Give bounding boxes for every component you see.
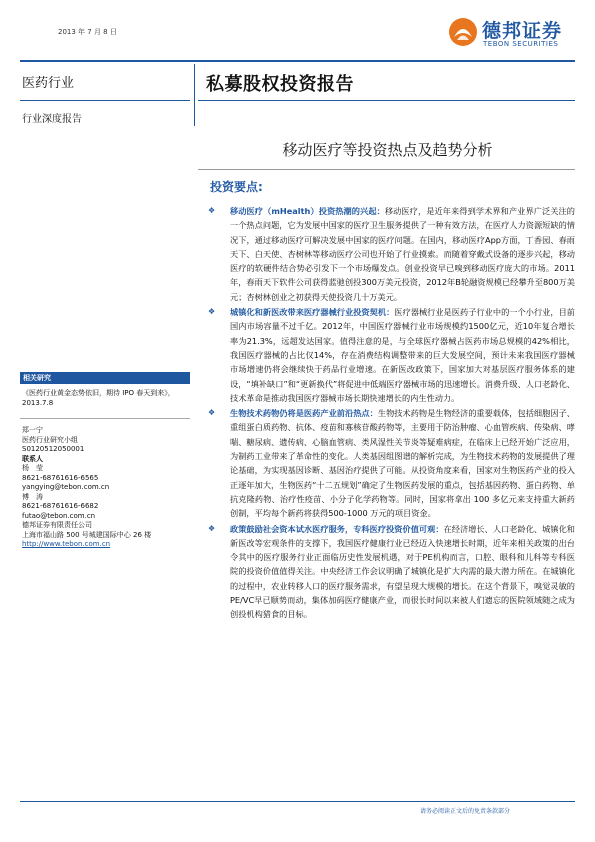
key-point-text: 移动医疗，是近年来得到学术界和产业界广泛关注的一个热点问题，它为发展中国家的医疗卫生服务提供了一种有效方法，在医疗人力资源短缺的情况下，通过移动医疗可解决发展中国家的医疗问题。在国内，移动医疗App方面，丁香园、春雨天下、白天使、杏树林等移动医疗公司也开始了行业摸索。而随着穿戴式设备的逐步兴起，移动医疗的软硬件结合势必引发下一个市场爆发点。创业投资早已嗅到移动医疗庞大的市场。2011年，春雨天下软件公司获得蓝驰创投300万美元投资，2012年B轮融资规模已经攀升至800万美元；杏树林创业之初获得天使投资几十万美元。	[230, 206, 575, 302]
key-point-item	[202, 305, 575, 405]
key-point-text: 生物技术药物是生物经济的重要载体，包括细胞因子、重组蛋白质药物、抗体、疫苗和寡核苷酸药物等，主要用于防治肿瘤、心血管疾病、传染病、哮喘、糖尿病、遗传病、心脑血管病、类风湿性关节炎等疑难病症，在临床上已经开始广泛应用，为制药工业带来了革命性的变化。人类基因组图谱的解析完成，为生物技术药物的发展提供了理论基础，为实现基因诊断、基因治疗提供了可能。从投资角度来看，国家对生物医药产业的投入正逐年加大，生物医药“十二五规划”确定了生物医药发展的重点，包括基因药物、蛋白药物、单抗克隆药物、治疗性疫苗、小分子化学药物等。同时，国家将拿出 100 多亿元来支持重大新药创制，平均每个新药将获得500-1000 万元的项目资金。	[230, 408, 575, 519]
key-points-list	[202, 204, 575, 623]
related-research-header	[20, 372, 190, 384]
right-header-rule	[198, 100, 575, 101]
tebon-logo	[448, 14, 573, 52]
footer-rule	[20, 801, 575, 802]
industry-label: 医药行业	[22, 76, 75, 91]
related-research-title: 相关研究	[23, 374, 51, 382]
report-subtype: 行业深度报告	[22, 114, 82, 125]
header-rule	[20, 60, 575, 62]
header-vertical-divider	[194, 64, 195, 126]
contacts-label: 联系人	[22, 454, 43, 463]
analyst-team: 医药行业研究小组	[22, 435, 78, 444]
sidebar-divider	[20, 418, 190, 419]
analyst-cert-number: S0120512050001	[22, 445, 85, 453]
related-research-item[interactable]: 《医药行业黄金态势依旧，期待 IPO 春天到来》，2013.7.8	[22, 389, 175, 407]
diamond-bullet-icon: ❖	[208, 206, 216, 215]
company-website-link[interactable]: http://www.tebon.com.cn	[22, 540, 111, 548]
key-point-highlight: 城镇化和新医改带来医疗器械行业投资契机：	[230, 307, 395, 318]
contact-email[interactable]: yangying@tebon.com.cn	[22, 483, 110, 491]
key-point-highlight: 移动医疗（mHealth）投资热潮的兴起：	[230, 206, 385, 216]
key-points-heading: 投资要点:	[210, 180, 263, 194]
contact-email[interactable]: futao@tebon.com.cn	[22, 511, 96, 520]
key-point-item	[202, 406, 575, 520]
main-title: 移动医疗等投资热点及趋势分析	[282, 141, 493, 159]
title-rule	[198, 169, 575, 170]
diamond-bullet-icon: ❖	[208, 523, 216, 533]
contact-phone: 8621-68761616-6682	[22, 502, 99, 510]
left-header-rule	[20, 100, 190, 101]
analyst-info	[22, 426, 190, 550]
company-address: 上海市福山路 500 号城建国际中心 26 楼	[22, 530, 152, 539]
diamond-bullet-icon: ❖	[208, 408, 216, 418]
key-point-text: 在经济增长、人口老龄化、城镇化和新医改等宏观条件的支撑下，我国医疗健康行业已经迈入快速增长时期，近年来相关政策的出台令其中的医疗服务行业正面临历史性发展机遇，对于PE机构而言，口腔、眼科和儿科等专科医院的投资价值值得关注。中央经济工作会议明确了城镇化是扩大内需的最大潜力所在。在城镇化的过程中，农业转移人口的医疗服务需求，有望呈现大规模的增长。在这个背景下，嗅觉灵敏的PE/VC早已顺势而动，集体加码医疗健康产业，而很长时间以来被人们遗忘的医院领域随之成为创投机构猎食的目标。	[230, 523, 575, 620]
contact-phone: 8621-68761616-6565	[22, 473, 99, 482]
contact-name: 傅 涛	[22, 492, 43, 501]
logo-chinese-name: 德邦证券	[482, 20, 563, 42]
analyst-name: 郑一宁	[22, 426, 43, 434]
report-category-title: 私募股权投资报告	[206, 74, 354, 95]
key-point-item	[202, 204, 575, 304]
diamond-bullet-icon: ❖	[208, 307, 216, 317]
footer-disclaimer: 请务必阅读正文后的免责条款部分	[420, 808, 511, 815]
key-point-highlight: 政策鼓励社会资本试水医疗服务，专科医疗投资价值可观：	[230, 523, 444, 534]
key-point-item	[202, 522, 575, 622]
key-point-highlight: 生物技术药物仍将是医药产业前沿热点：	[230, 408, 378, 419]
tebon-logo-icon	[448, 17, 478, 47]
logo-english-name: TEBON SECURITIES	[483, 40, 559, 48]
report-date: 2013 年 7 月 8 日	[58, 28, 117, 36]
key-point-text: 医疗器械行业是医药子行业中的一个小行业，目前国内市场容量不过千亿。2012年，中国医疗器械行业市场规模约1500亿元，近10年复合增长率为21.3%，远超发达国家。值得注意的是，与全球医疗器械占医药市场总规模的42%相比，我国医疗器械的占比仅14%，存在消费结构调整带来的巨大发展空间，预计未来我国医疗器械市场增速仍将会继续快于药品行业增速。在新医改政策下，国家加大对基层医疗服务体系的建设，“填补缺口”和“更新换代”将促进中低端医疗器械市场的迅速增长。消费升级、人口老龄化、技术革命是推动我国医疗器械市场长期快速增长的内生性动力。	[230, 307, 575, 403]
contact-name: 杨 莹	[22, 464, 43, 472]
company-name: 德邦证券有限责任公司	[22, 521, 92, 529]
